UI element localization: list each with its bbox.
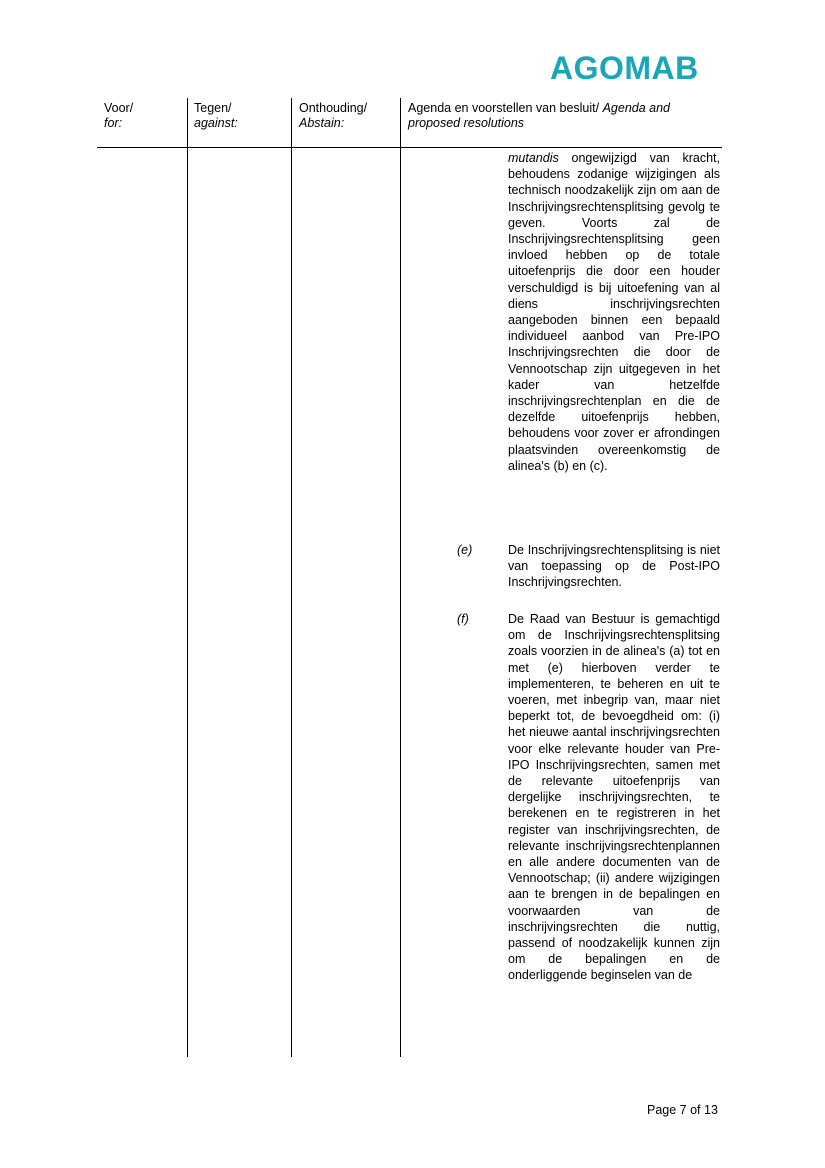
- paragraph-letter-e: (e): [457, 543, 473, 557]
- paragraph-f-text: De Raad van Bestuur is gemachtigd om de Inschrijvingsrechtensplitsing zoals voorzien in de alinea's (a) tot en met (e) hierboven verder te implementeren, te beheren en uit te voeren, met inbegrip van, maar niet beperkt tot, de bevoegdheid om: (i) het nieuwe aantal inschrijvingsrechten voor elke relevante houder van Pre-IPO Inschrijvingsrechten, samen met de relevante uitoefenprijs van dergelijke inschrijvingsrechten, te berekenen en te registreren in het register van inschrijvingsrechten, de relevante inschrijvingsrechtenplannen en alle andere documenten van de Vennootschap; (ii) andere wijzigingen aan te brengen in de bepalingen en voorwaarden van de inschrijvingsrechten die nuttig, passend of noodzakelijk kunnen zijn om de bepalingen en de onderliggende beginselen van de: [508, 612, 720, 983]
- column-header-against: Tegen/ against:: [194, 101, 238, 130]
- column-header-for: Voor/ for:: [104, 101, 134, 130]
- column-header-agenda: Agenda en voorstellen van besluit/ Agenda and proposed resolutions: [408, 101, 671, 130]
- column-header-abstain: Onthouding/ Abstain:: [299, 101, 368, 130]
- column-divider: [187, 98, 188, 1057]
- company-logo: AGOMAB: [550, 50, 699, 86]
- page-number: Page 7 of 13: [647, 1103, 718, 1117]
- continuation-paragraph: mutandis ongewijzigd van kracht, behoudens zodanige wijzigingen als technisch noodzakelijk zijn om aan de Inschrijvingsrechtensplitsing gevolg te geven. Voorts zal de Inschrijvingsrechtensplitsing geen invloed hebben op de totale uitoefenprijs die door een houder verschuldigd is bij uitoefening van al diens inschrijvingsrechten aangeboden binnen een bepaald individueel aanbod van Pre-IPO Inschrijvingsrechten die door de Vennootschap zijn uitgegeven in het kader van hetzelfde inschrijvingsrechtenplan en die de dezelfde uitoefenprijs hebben, behoudens voor zover er afrondingen plaatsvinden overeenkomstig de alinea's (b) en (c).: [508, 151, 720, 473]
- column-divider: [400, 98, 401, 1057]
- paragraph-e-text: De Inschrijvingsrechtensplitsing is niet van toepassing op de Post-IPO Inschrijvingsrechten.: [508, 543, 720, 590]
- column-divider: [291, 98, 292, 1057]
- header-divider: [97, 147, 722, 148]
- paragraph-letter-f: (f): [457, 612, 469, 626]
